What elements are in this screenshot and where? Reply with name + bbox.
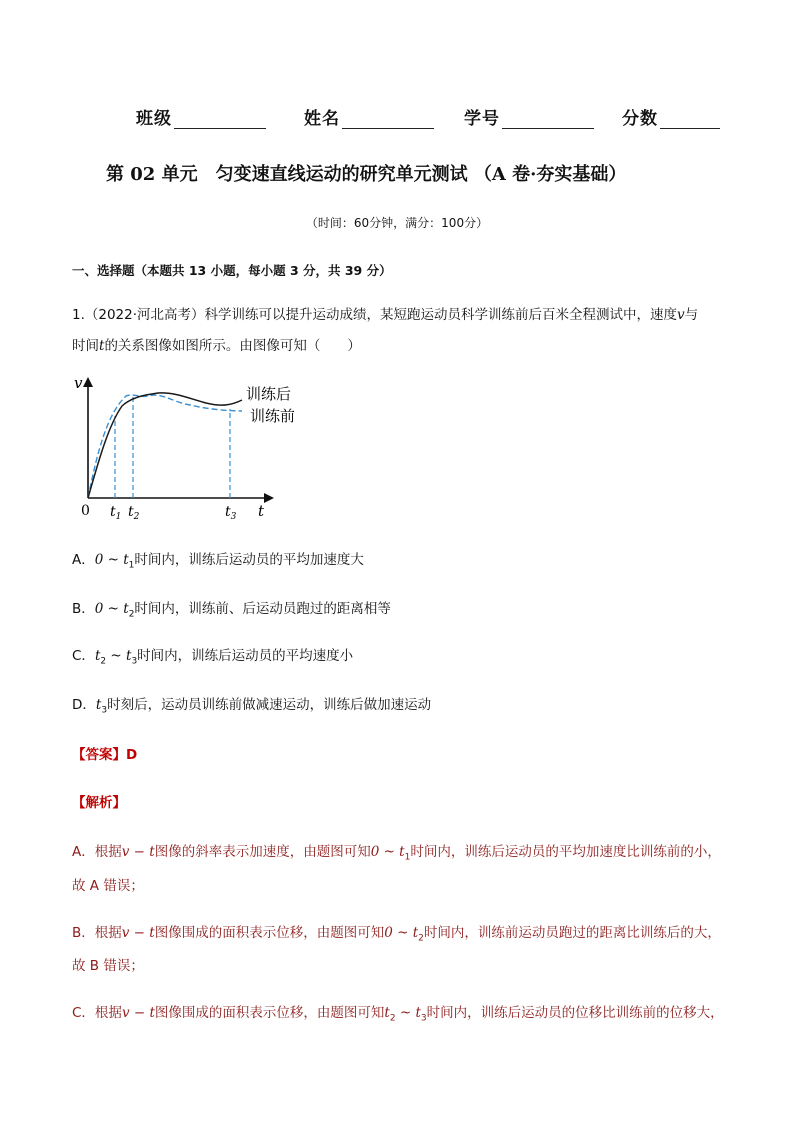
explanation-b-line1: B．根据v − t图像围成的面积表示位移，由题图可知0 ~ $t_2$时间内，训练前运动员跑过的距离比训练后的大， <box>72 925 721 944</box>
t-axis-label: t <box>258 502 265 520</box>
question-stem-line2: 时间t的关系图像如图所示。由图像可知（ ） <box>72 338 361 354</box>
option-b[interactable]: B．0 ~ $t_2$时间内，训练前、后运动员跑过的距离相等 <box>72 601 391 620</box>
student-id-blank[interactable] <box>502 110 594 129</box>
option-d[interactable]: D．$t_3$时刻后，运动员训练前做减速运动，训练后做加速运动 <box>72 697 432 716</box>
explanation-a-line1: A．根据v − t图像的斜率表示加速度，由题图可知0 ~ $t_1$时间内，训练后运动员的平均加速度比训练前的小， <box>72 844 721 863</box>
v-axis-label: v <box>74 374 83 392</box>
class-blank[interactable] <box>174 110 266 129</box>
score-blank[interactable] <box>660 110 720 129</box>
class-label: 班级 <box>136 109 172 129</box>
question-stem-line1: 1.（2022·河北高考）科学训练可以提升运动成绩，某短跑运动员科学训练前后百米全程测试中，速度v与 <box>72 307 699 323</box>
name-label: 姓名 <box>304 109 340 129</box>
velocity-time-graph <box>62 368 322 528</box>
v-axis-arrow <box>83 377 93 387</box>
option-a[interactable]: A．0 ~ $t_1$时间内，训练后运动员的平均加速度大 <box>72 552 364 571</box>
name-field[interactable] <box>304 104 434 129</box>
class-field[interactable] <box>136 104 266 129</box>
score-label: 分数 <box>622 109 658 129</box>
origin-label: 0 <box>81 503 90 519</box>
analysis-label: 【解析】 <box>72 795 126 811</box>
t-axis-arrow <box>264 493 274 503</box>
student-id-field[interactable] <box>464 104 594 129</box>
answer-label: 【答案】D <box>72 747 138 763</box>
explanation-a-line2: 故 A 错误； <box>72 878 144 894</box>
label-before-training: 训练前 <box>250 407 296 425</box>
name-blank[interactable] <box>342 110 434 129</box>
curve-before-training <box>88 395 242 498</box>
t2-label: $t_2$ <box>128 504 140 522</box>
explanation-b-line2: 故 B 错误； <box>72 958 144 974</box>
t1-label: $t_1$ <box>110 504 122 522</box>
score-field[interactable] <box>622 104 720 129</box>
option-c[interactable]: C．$t_2$ ~ $t_3$时间内，训练后运动员的平均速度小 <box>72 648 354 667</box>
exam-info: （时间：60分钟，满分：100分） <box>305 216 489 230</box>
explanation-c-line1: C．根据v − t图像围成的面积表示位移，由题图可知$t_2$ ~ $t_3$时间内，训练后运动员的位移比训练前的位移大， <box>72 1005 724 1024</box>
section-heading: 一、选择题（本题共 13 小题，每小题 3 分，共 39 分） <box>72 263 392 278</box>
page-title: 第 02 单元 匀变速直线运动的研究单元测试 （A 卷·夯实基础） <box>106 164 627 185</box>
student-id-label: 学号 <box>464 109 500 129</box>
curve-after-training <box>88 393 242 498</box>
label-after-training: 训练后 <box>246 385 292 403</box>
t3-label: $t_3$ <box>225 504 237 522</box>
